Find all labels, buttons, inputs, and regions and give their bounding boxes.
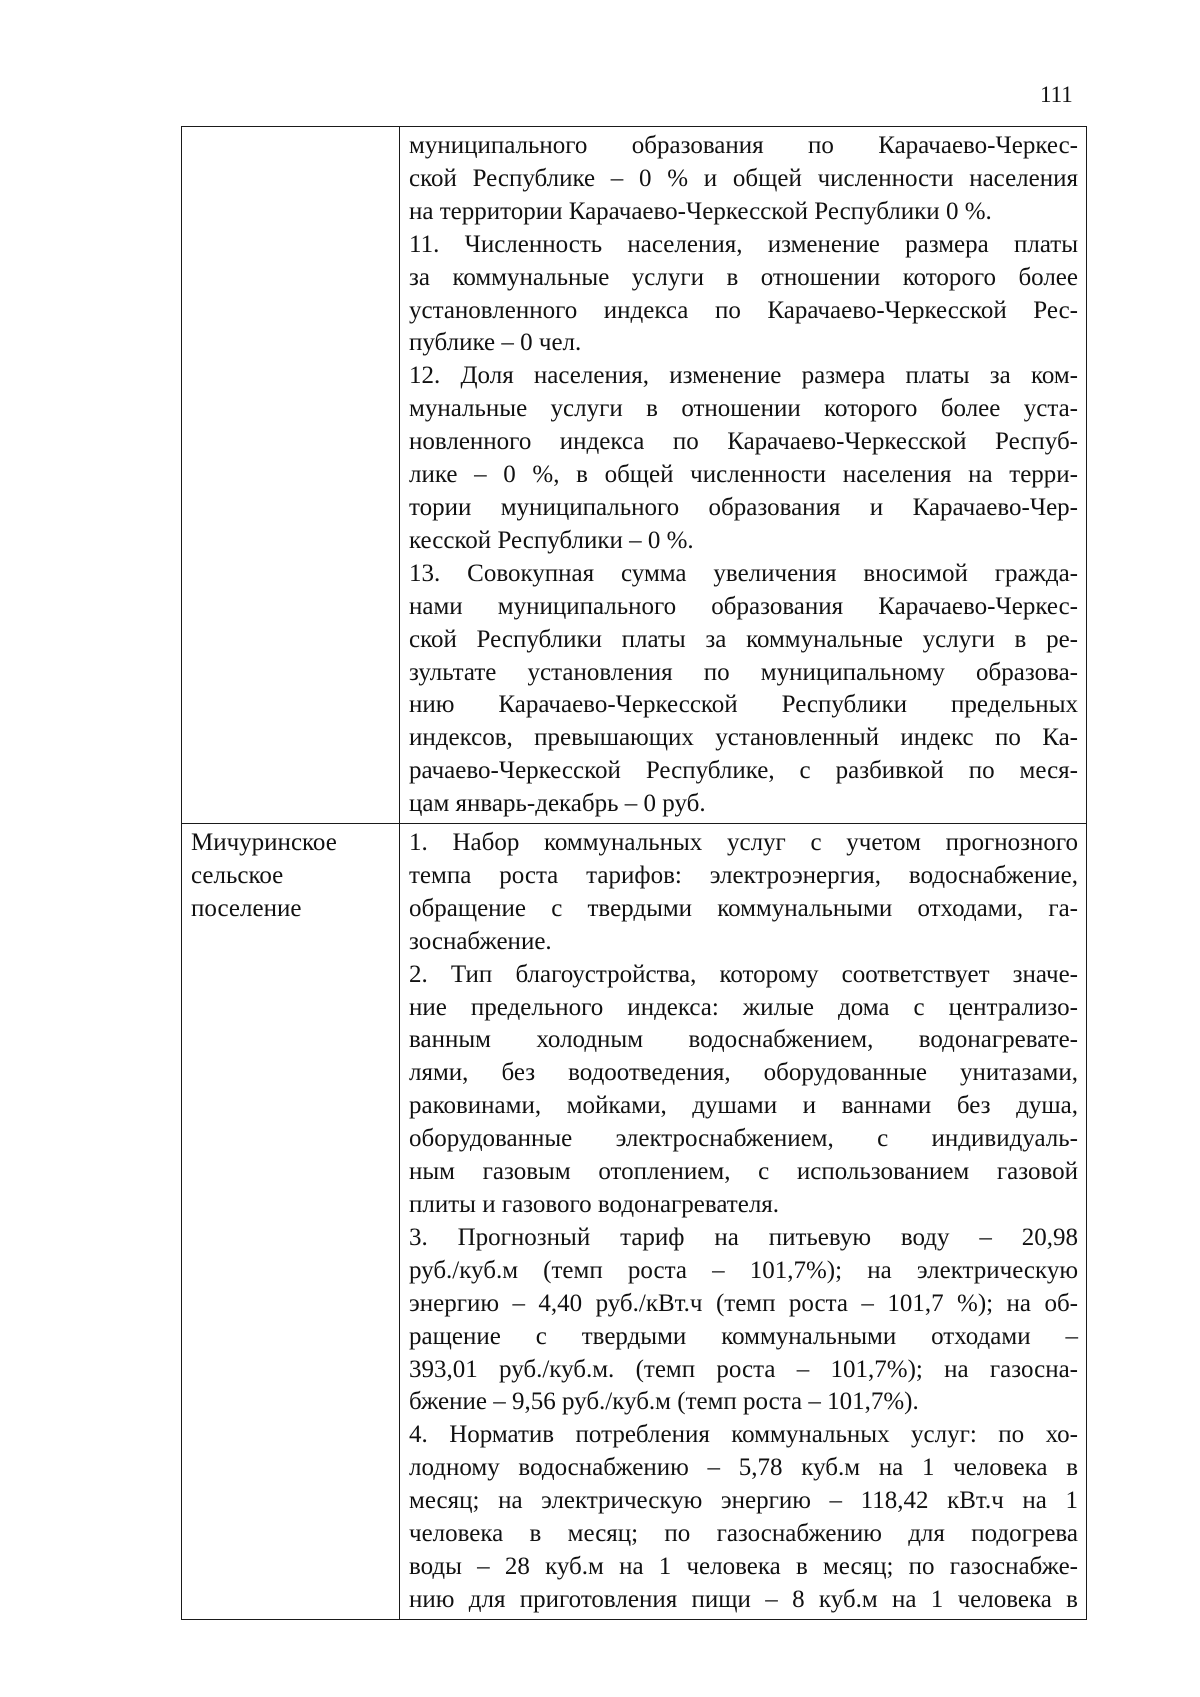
text-line: нию для приготовления пищи – 8 куб.м на 1 человека в xyxy=(409,1585,1078,1613)
text-line: 13. Совокупная сумма увеличения вносимой гражда- xyxy=(409,559,1078,587)
text-line: зоснабжение. xyxy=(409,927,552,955)
text-line: 393,01 руб./куб.м. (темп роста – 101,7%); на газосна- xyxy=(409,1355,1078,1383)
text-line: муниципального образования по Карачаево-Черкес- xyxy=(409,132,1078,159)
indicators-cell xyxy=(400,127,1087,824)
text-line: бжение – 9,56 руб./куб.м (темп роста – 101,7%). xyxy=(409,1388,919,1416)
text-line: на территории Карачаево-Черкесской Республики 0 %. xyxy=(409,197,992,225)
settlement-name-line: сельское xyxy=(191,861,284,889)
text-line: 12. Доля населения, изменение размера платы за ком- xyxy=(409,362,1078,390)
text-line: индексов, превышающих установленный индекс по Ка- xyxy=(409,724,1078,752)
text-line: раковинами, мойками, душами и ваннами без душа, xyxy=(409,1092,1078,1120)
text-line: 11. Численность населения, изменение размера платы xyxy=(409,230,1078,258)
settlement-name-line: Мичуринское xyxy=(191,829,337,857)
text-line: лодному водоснабжению – 5,78 куб.м на 1 человека в xyxy=(409,1454,1078,1482)
indicator-paragraph xyxy=(409,558,1078,821)
text-line: публике – 0 чел. xyxy=(409,329,582,357)
text-line: нами муниципального образования Карачаево-Черкес- xyxy=(409,592,1078,620)
indicators-table xyxy=(181,126,1087,1620)
text-line: за коммунальные услуги в отношении которого более xyxy=(409,263,1078,291)
text-line: ской Республики платы за коммунальные услуги в ре- xyxy=(409,625,1078,653)
table-row xyxy=(182,824,1087,1620)
table-row xyxy=(182,127,1087,824)
text-line: 3. Прогнозный тариф на питьевую воду – 20,98 xyxy=(409,1223,1078,1251)
text-line: установленного индекса по Карачаево-Черкесской Рес- xyxy=(409,296,1078,324)
text-line: энергию – 4,40 руб./кВт.ч (темп роста – 101,7 %); на об- xyxy=(409,1289,1078,1317)
text-line: ным газовым отоплением, с использованием газовой xyxy=(409,1158,1078,1186)
text-line: 1. Набор коммунальных услуг с учетом прогнозного xyxy=(409,829,1078,857)
text-line: лями, без водоотведения, оборудованные унитазами, xyxy=(409,1059,1078,1087)
text-line: темпа роста тарифов: электроэнергия, водоснабжение, xyxy=(409,861,1078,889)
text-line: ращение с твердыми коммунальными отходами – xyxy=(409,1322,1078,1350)
indicator-paragraph xyxy=(409,959,1078,1222)
text-line: рачаево-Черкесской Республике, с разбивкой по меся- xyxy=(409,757,1078,785)
text-line: ванным холодным водоснабжением, водонагревате- xyxy=(409,1026,1078,1054)
settlement-name-line: поселение xyxy=(191,894,302,922)
text-line: зультате установления по муниципальному образова- xyxy=(409,658,1078,686)
text-line: 2. Тип благоустройства, которому соответствует значе- xyxy=(409,960,1078,988)
settlement-cell xyxy=(182,824,400,1620)
text-line: тории муниципального образования и Карачаево-Чер- xyxy=(409,493,1078,521)
text-line: воды – 28 куб.м на 1 человека в месяц; по газоснабже- xyxy=(409,1552,1078,1580)
text-line: человека в месяц; по газоснабжению для подогрева xyxy=(409,1520,1078,1548)
indicator-paragraph xyxy=(409,229,1078,361)
text-line: месяц; на электрическую энергию – 118,42 кВт.ч на 1 xyxy=(409,1487,1078,1515)
indicator-paragraph xyxy=(409,1419,1078,1616)
indicator-paragraph xyxy=(409,827,1078,959)
text-line: руб./куб.м (темп роста – 101,7%); на электрическую xyxy=(409,1256,1078,1284)
text-line: плиты и газового водонагревателя. xyxy=(409,1191,780,1218)
text-line: цам январь-декабрь – 0 руб. xyxy=(409,790,706,818)
indicator-paragraph xyxy=(409,360,1078,557)
text-line: нию Карачаево-Черкесской Республики предельных xyxy=(409,691,1078,719)
indicator-paragraph xyxy=(409,130,1078,229)
indicators-cell xyxy=(400,824,1087,1620)
text-line: ской Республике – 0 % и общей численности населения xyxy=(409,164,1078,192)
text-line: 4. Норматив потребления коммунальных услуг: по хо- xyxy=(409,1421,1078,1449)
text-line: ние предельного индекса: жилые дома с централизо- xyxy=(409,993,1078,1021)
text-line: новленного индекса по Карачаево-Черкесской Респуб- xyxy=(409,428,1078,456)
text-line: мунальные услуги в отношении которого более уста- xyxy=(409,395,1078,423)
page-number: 111 xyxy=(1040,82,1073,107)
text-line: кесской Республики – 0 %. xyxy=(409,526,694,554)
settlement-cell xyxy=(182,127,400,824)
text-line: обращение с твердыми коммунальными отходами, га- xyxy=(409,894,1078,922)
text-line: оборудованные электроснабжением, с индивидуаль- xyxy=(409,1125,1078,1153)
indicator-paragraph xyxy=(409,1222,1078,1419)
text-line: лике – 0 %, в общей численности населения на терри- xyxy=(409,461,1078,489)
